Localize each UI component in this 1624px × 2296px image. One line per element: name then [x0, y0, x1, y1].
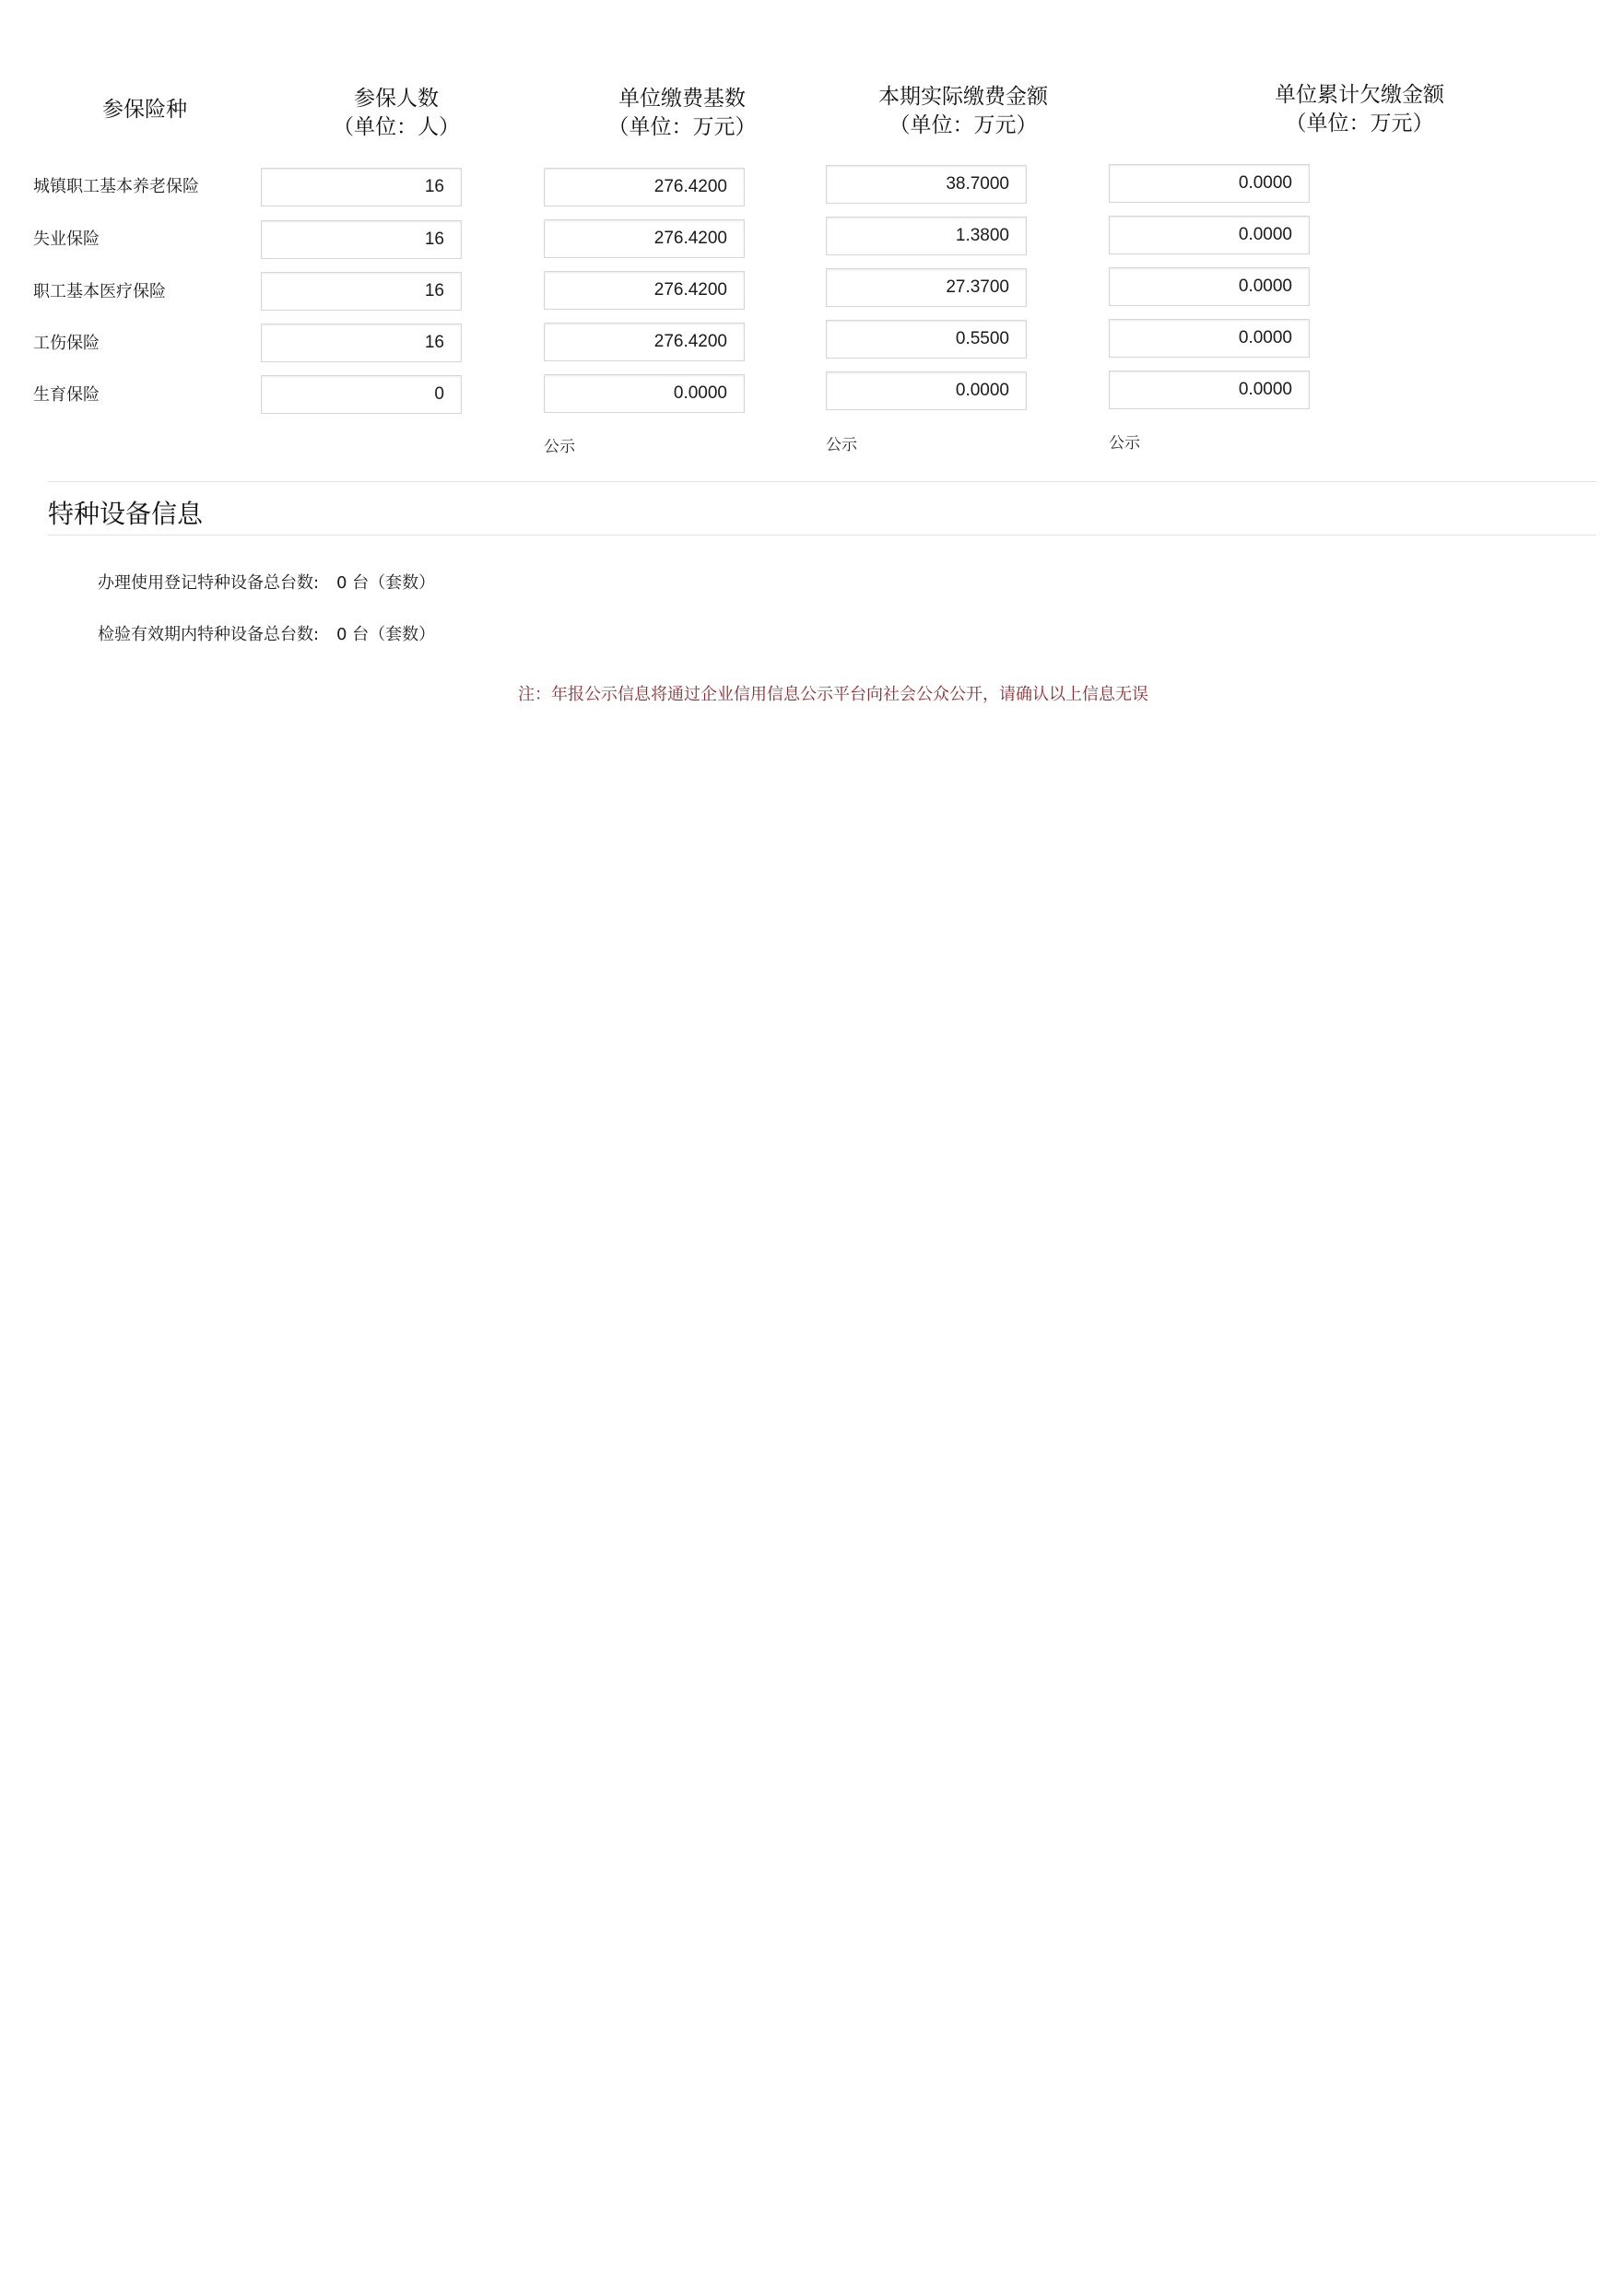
header-arrears-unit: （单位：万元） [1285, 112, 1434, 135]
cell-arrears-injury: 0.0000 [1109, 319, 1310, 358]
cell-base-maternity: 0.0000 [544, 374, 745, 413]
equipment-inspected-label: 检验有效期内特种设备总台数: [98, 625, 320, 644]
cell-paid-unemployment: 1.3800 [826, 217, 1027, 255]
header-persons [304, 85, 488, 142]
cell-arrears-pension: 0.0000 [1109, 164, 1310, 203]
cell-base-unemployment: 276.4200 [544, 219, 745, 258]
header-persons-unit: （单位：人） [333, 115, 460, 139]
header-base [581, 85, 783, 142]
disclosure-note: 注：年报公示信息将通过企业信用信息公示平台向社会公众公开，请确认以上信息无误 [518, 685, 1148, 704]
cell-persons-medical: 16 [261, 272, 462, 311]
row-label-maternity: 生育保险 [33, 385, 100, 405]
cell-base-medical: 276.4200 [544, 271, 745, 310]
row-label-unemployment: 失业保险 [33, 230, 100, 249]
cell-arrears-unemployment: 0.0000 [1109, 216, 1310, 254]
cell-paid-injury: 0.5500 [826, 320, 1027, 359]
header-arrears [1249, 81, 1470, 138]
header-insurance-type-label: 参保险种 [102, 98, 187, 122]
header-paid-title: 本期实际缴费金额 [878, 85, 1048, 109]
row-label-pension: 城镇职工基本养老保险 [33, 177, 199, 196]
cell-persons-unemployment: 16 [261, 220, 462, 259]
section-divider-bottom [48, 535, 1596, 536]
section-divider-top [48, 481, 1596, 482]
cell-persons-pension: 16 [261, 168, 462, 206]
cell-base-pension: 276.4200 [544, 168, 745, 206]
header-persons-title: 参保人数 [354, 87, 439, 111]
header-paid-unit: （单位：万元） [888, 113, 1038, 137]
row-label-medical: 职工基本医疗保险 [33, 282, 166, 301]
cell-arrears-medical: 0.0000 [1109, 267, 1310, 306]
cell-persons-maternity: 0 [261, 375, 462, 414]
cell-paid-medical: 27.3700 [826, 268, 1027, 307]
cell-persons-injury: 16 [261, 324, 462, 362]
header-base-title: 单位缴费基数 [618, 87, 746, 111]
row-label-injury: 工伤保险 [33, 334, 100, 353]
header-insurance-type [85, 96, 205, 124]
cell-paid-maternity: 0.0000 [826, 371, 1027, 410]
cell-paid-pension: 38.7000 [826, 165, 1027, 204]
publicity-label-paid: 公示 [826, 436, 857, 454]
cell-arrears-maternity: 0.0000 [1109, 371, 1310, 409]
header-base-unit: （单位：万元） [607, 115, 757, 139]
header-arrears-title: 单位累计欠缴金额 [1275, 83, 1444, 107]
cell-base-injury: 276.4200 [544, 323, 745, 361]
section-title-special-equipment: 特种设备信息 [48, 499, 204, 529]
equipment-inspected-value: 0 台（套数） [336, 625, 436, 644]
equipment-registered-value: 0 台（套数） [336, 573, 436, 593]
header-paid [853, 83, 1074, 140]
publicity-label-arrears: 公示 [1109, 434, 1140, 453]
publicity-label-base: 公示 [544, 438, 575, 456]
equipment-registered-label: 办理使用登记特种设备总台数: [98, 573, 320, 593]
